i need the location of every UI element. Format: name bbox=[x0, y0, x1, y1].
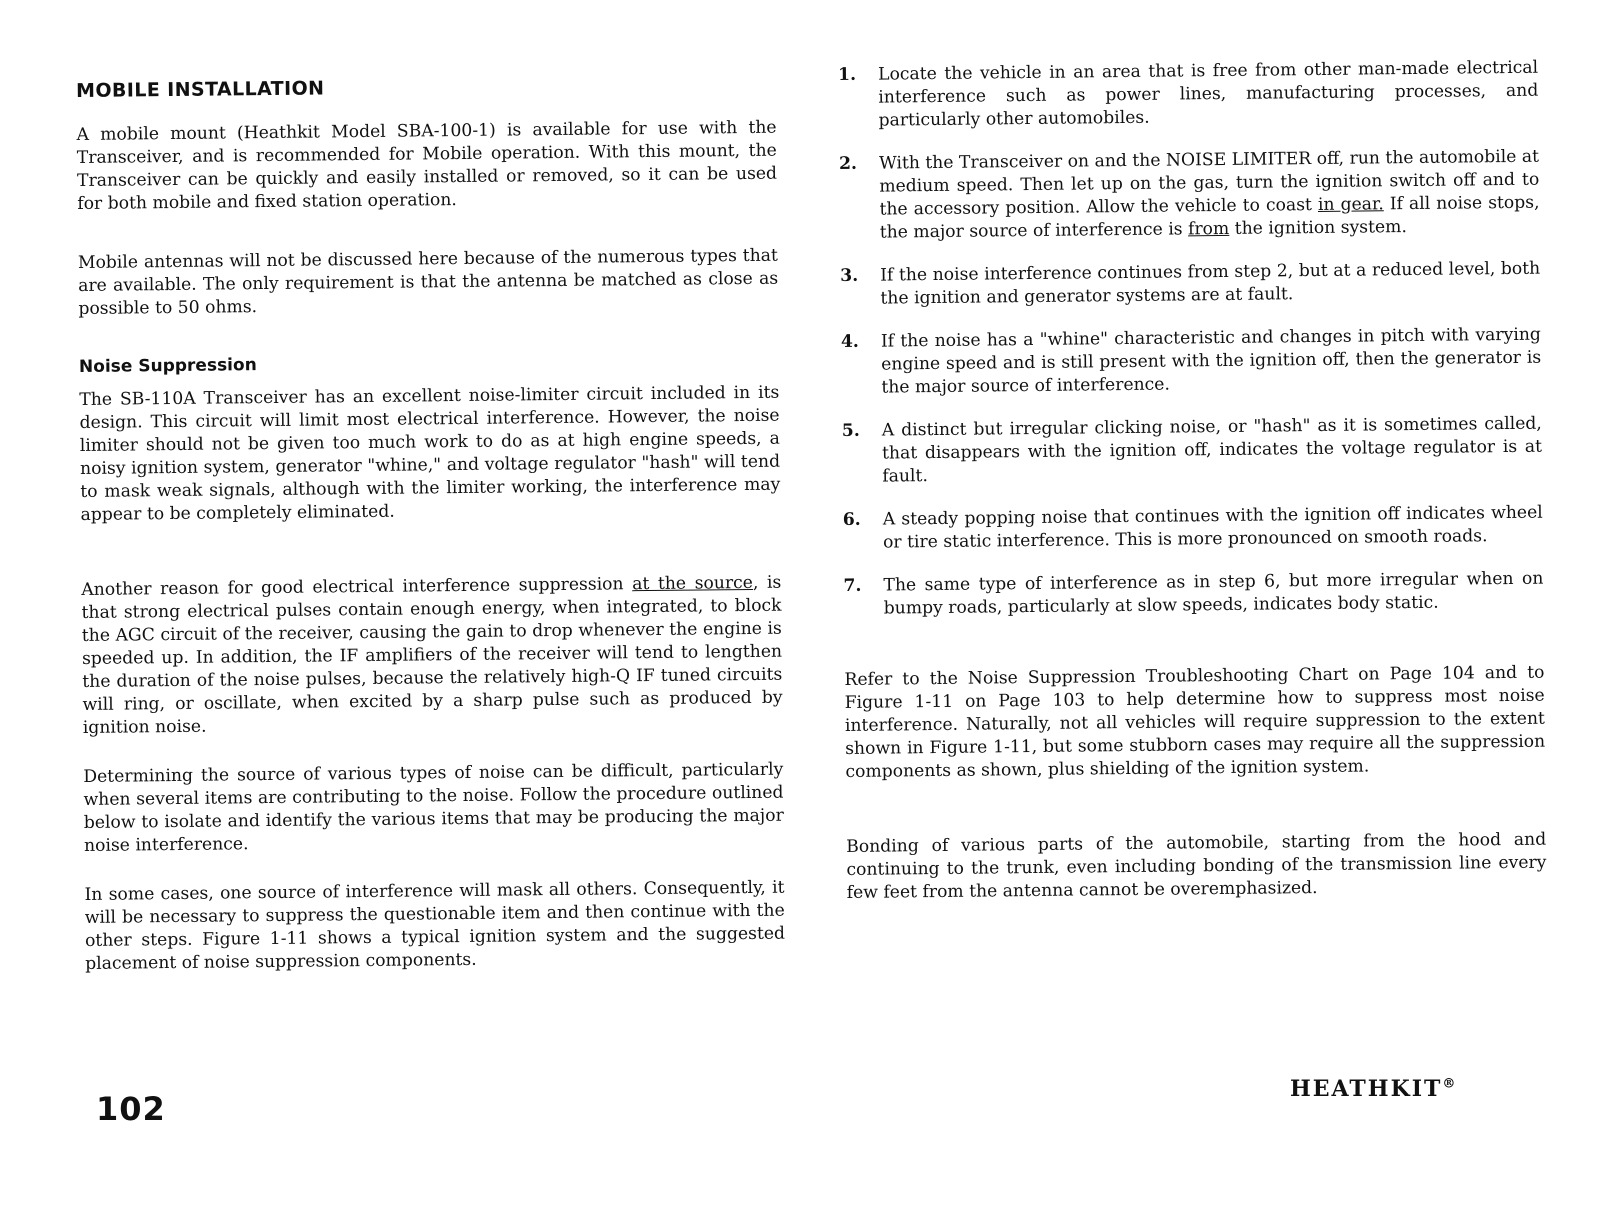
text-run: the ignition system. bbox=[1229, 217, 1407, 239]
paragraph-determining-source: Determining the source of various types of noise can be difficult, particularly when several items are contributing to the noise. Follow the procedure outlined below to isolate and identify the various items that may be producing the major noise interference. bbox=[83, 759, 784, 856]
step-text bbox=[879, 146, 1540, 245]
step-number: 2. bbox=[838, 153, 858, 174]
right-column bbox=[838, 57, 1547, 905]
text-run: If all noise stops, the major source of interference is bbox=[879, 192, 1540, 243]
text-run: Another reason for good electrical interference suppression bbox=[81, 574, 633, 600]
step-item bbox=[843, 502, 1543, 555]
paragraph-noise-limiter: The SB-110A Transceiver has an excellent noise-limiter circuit included in its design. This circuit will limit most electrical interference. However, the noise limiter should not be given too much work to do as at high engine speeds, a noisy ignition system, generator "whine," and voltage regulator "hash" will tend to mask weak signals, although with the limiter working, the interference may appear to be completely eliminated. bbox=[79, 382, 781, 525]
paragraph-mobile-antennas: Mobile antennas will not be discussed here because of the numerous types that are available. The only requirement is that the antenna be matched as close as possible to 50 ohms. bbox=[77, 245, 779, 319]
brand-name: HEATHKIT bbox=[1290, 1076, 1443, 1102]
left-column bbox=[76, 73, 785, 976]
step-text: The same type of interference as in step 6, but more irregular when on bumpy roads, particularly at slow speeds, indicates body static. bbox=[883, 568, 1544, 619]
step-text: Locate the vehicle in an area that is free from other man-made electrical interference such as power lines, manufacturing processes, and particularly other automobiles. bbox=[878, 57, 1539, 131]
step-text: A steady popping noise that continues with the ignition off indicates wheel or tire static interference. This is more pronounced on smooth roads. bbox=[882, 502, 1543, 553]
brand-logo bbox=[1290, 1076, 1455, 1102]
step-item bbox=[839, 146, 1540, 245]
underlined-text: from bbox=[1187, 218, 1230, 240]
step-text: If the noise has a "whine" characteristic and changes in pitch with varying engine speed and is still present with the ignition off, then the generator is the major source of interference. bbox=[880, 324, 1542, 398]
step-number: 1. bbox=[838, 64, 857, 85]
text-run: , is that strong electrical pulses contain enough energy, when integrated, to block the AGC circuit of the receiver, causing the gain to drop whenever the engine is speeded up. In addition, the IF amplifiers of the receiver will tend to lengthen the duration of the noise pulses, because the relatively high-Q IF tuned circuits will ring, or oscillate, when excited by a sharp pulse such as produced by ignition noise. bbox=[81, 572, 783, 738]
section-heading: MOBILE INSTALLATION bbox=[76, 77, 325, 102]
subheading-noise-suppression: Noise Suppression bbox=[78, 355, 257, 377]
paragraph-bonding: Bonding of various parts of the automobile, starting from the hood and continuing to the trunk, even including bonding of the transmission line every few feet from the antenna cannot be overemphasized. bbox=[846, 829, 1547, 903]
underlined-text: in gear. bbox=[1317, 194, 1384, 215]
step-item bbox=[843, 568, 1543, 621]
step-item bbox=[842, 413, 1543, 489]
text-run: With the Transceiver on and the NOISE LIMITER off, run the automobile at medium speed. Then let up on the gas, turn the ignition switch off and to the accessory position. Allow the vehicle to coast bbox=[878, 146, 1540, 220]
step-number: 6. bbox=[842, 509, 861, 530]
step-item bbox=[841, 324, 1542, 400]
step-number: 5. bbox=[841, 420, 860, 441]
step-item bbox=[838, 57, 1539, 133]
paragraph-refer-chart: Refer to the Noise Suppression Troubleshooting Chart on Page 104 and to Figure 1-11 on Page 103 to help determine how to suppress most noise interference. Naturally, not all vehicles will require suppression to the extent shown in Figure 1-11, but some stubborn cases may require all the suppression components as shown, plus shielding of the ignition system. bbox=[844, 662, 1546, 782]
underlined-text: at the source bbox=[632, 572, 754, 595]
step-number: 4. bbox=[840, 331, 859, 352]
step-text: A distinct but irregular clicking noise, or "hash" as it is sometimes called, that disappears with the ignition off, indicates the voltage regulator is at fault. bbox=[881, 413, 1543, 487]
paragraph-suppression-reason bbox=[81, 572, 783, 740]
procedure-steps bbox=[838, 57, 1544, 621]
step-item bbox=[840, 258, 1540, 311]
step-number: 3. bbox=[840, 265, 859, 286]
registered-mark: ® bbox=[1442, 1076, 1456, 1092]
paragraph-mobile-mount: A mobile mount (Heathkit Model SBA-100-1) is available for use with the Transceiver, and is recommended for Mobile operation. With this mount, the Transceiver can be quickly and easily installed or removed, so it can be used for both mobile and fixed station operation. bbox=[76, 117, 778, 214]
page-number: 102 bbox=[96, 1090, 166, 1128]
paragraph-some-cases: In some cases, one source of interference will mask all others. Consequently, it will be necessary to suppress the questionable item and then continue with the other steps. Figure 1-11 shows a typical ignition system and the suggested placement of noise suppression components. bbox=[84, 877, 786, 974]
step-number: 7. bbox=[843, 575, 862, 596]
step-text: If the noise interference continues from step 2, but at a reduced level, both the ignition and generator systems are at fault. bbox=[880, 258, 1541, 309]
